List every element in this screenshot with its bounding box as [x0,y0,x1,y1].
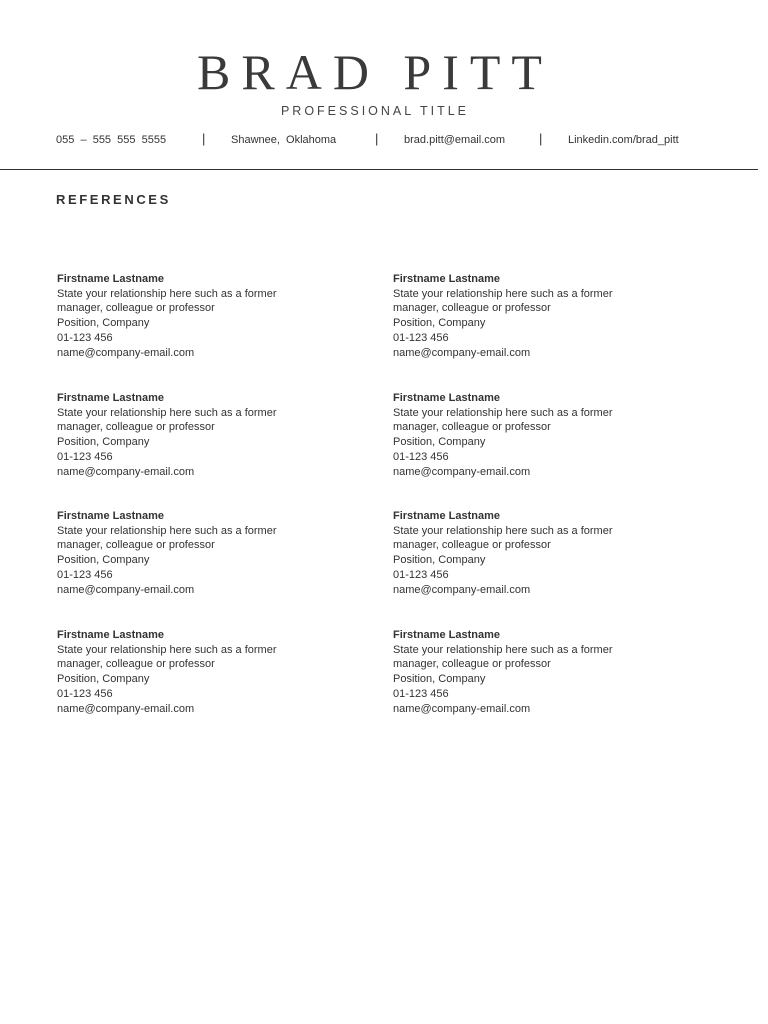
reference-email[interactable]: name@company-email.com [57,346,195,359]
section-heading-references: REFERENCES [56,192,171,207]
contact-separator: | [375,131,379,146]
reference-phone: 01-123 456 [393,450,449,463]
reference-relationship: State your relationship here such as a former [393,524,613,537]
reference-card [393,509,693,597]
reference-relationship: State your relationship here such as a former [393,406,613,419]
reference-email[interactable]: name@company-email.com [393,583,531,596]
reference-relationship: manager, colleague or professor [57,302,215,315]
reference-relationship: manager, colleague or professor [393,302,551,315]
reference-position: Position, Company [57,436,150,449]
contact-phone: 055 – 555 555 5555 [56,134,167,146]
reference-card [57,272,357,360]
reference-phone: 01-123 456 [57,568,113,581]
reference-position: Position, Company [393,554,486,567]
reference-email[interactable]: name@company-email.com [393,702,531,715]
reference-position: Position, Company [393,436,486,449]
contact-email[interactable]: brad.pitt@email.com [404,134,506,146]
reference-name: Firstname Lastname [393,273,500,285]
resume-name: BRAD PITT [197,44,553,100]
reference-name: Firstname Lastname [57,273,164,285]
reference-relationship: manager, colleague or professor [393,539,551,552]
reference-relationship: manager, colleague or professor [393,658,551,671]
reference-relationship: manager, colleague or professor [57,539,215,552]
reference-name: Firstname Lastname [57,392,164,404]
reference-position: Position, Company [393,673,486,686]
reference-phone: 01-123 456 [57,331,113,344]
reference-email[interactable]: name@company-email.com [393,346,531,359]
reference-position: Position, Company [393,317,486,330]
reference-phone: 01-123 456 [393,687,449,700]
reference-name: Firstname Lastname [57,629,164,641]
reference-relationship: manager, colleague or professor [57,658,215,671]
reference-phone: 01-123 456 [393,331,449,344]
reference-name: Firstname Lastname [393,392,500,404]
reference-card [393,272,693,360]
reference-position: Position, Company [57,554,150,567]
reference-relationship: manager, colleague or professor [57,421,215,434]
contact-location: Shawnee, Oklahoma [231,134,337,146]
reference-relationship: State your relationship here such as a former [57,287,277,300]
reference-email[interactable]: name@company-email.com [57,465,195,478]
reference-phone: 01-123 456 [57,450,113,463]
reference-relationship: State your relationship here such as a former [393,287,613,300]
reference-name: Firstname Lastname [393,629,500,641]
reference-relationship: State your relationship here such as a former [57,643,277,656]
reference-phone: 01-123 456 [393,568,449,581]
reference-card [57,628,357,716]
reference-position: Position, Company [57,673,150,686]
reference-email[interactable]: name@company-email.com [393,465,531,478]
reference-name: Firstname Lastname [393,510,500,522]
reference-position: Position, Company [57,317,150,330]
header-divider [0,169,758,170]
reference-card [393,391,693,479]
reference-email[interactable]: name@company-email.com [57,702,195,715]
reference-relationship: manager, colleague or professor [393,421,551,434]
reference-card [393,628,693,716]
reference-phone: 01-123 456 [57,687,113,700]
reference-relationship: State your relationship here such as a former [57,524,277,537]
reference-email[interactable]: name@company-email.com [57,583,195,596]
reference-relationship: State your relationship here such as a former [393,643,613,656]
reference-card [57,509,357,597]
professional-title: PROFESSIONAL TITLE [280,104,470,118]
contact-separator: | [202,131,206,146]
contact-linkedin[interactable]: Linkedin.com/brad_pitt [568,134,679,146]
contact-separator: | [539,131,543,146]
reference-relationship: State your relationship here such as a former [57,406,277,419]
reference-card [57,391,357,479]
reference-name: Firstname Lastname [57,510,164,522]
